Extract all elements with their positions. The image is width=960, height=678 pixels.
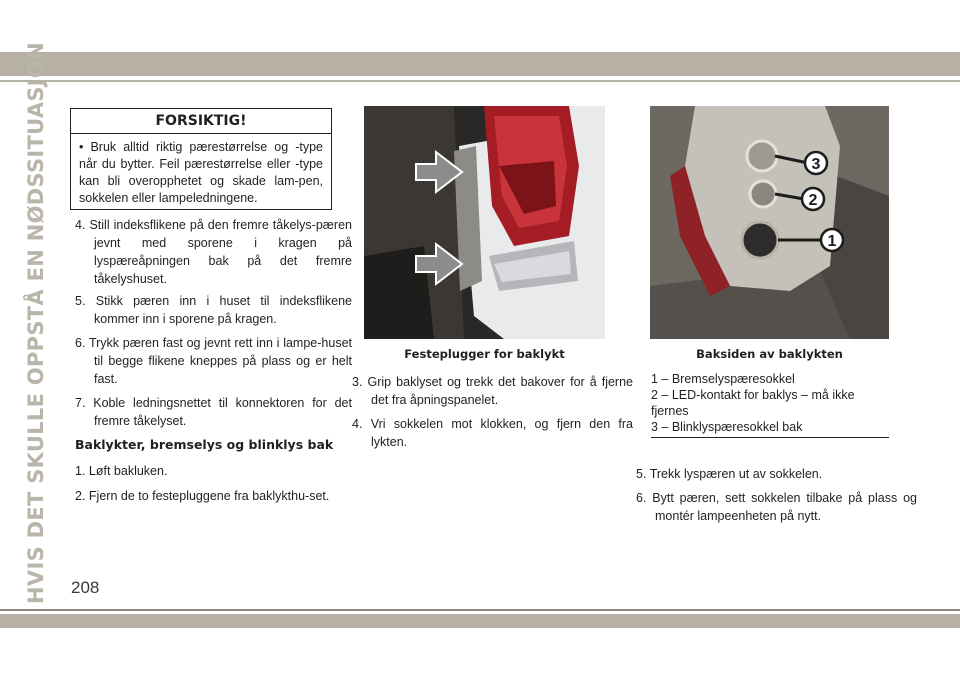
figure2-legend: [651, 371, 889, 435]
step-number: 2.: [75, 489, 86, 503]
step-text: Fjern de to festepluggene fra baklykthu-set.: [88, 489, 330, 503]
bottom-rule: [0, 609, 960, 611]
caution-box: [70, 108, 332, 210]
caution-text-block: [71, 134, 331, 207]
side-title: [22, 42, 50, 604]
step-number: 6.: [636, 491, 647, 505]
section-heading: Baklykter, bremselys og blinklys bak: [75, 437, 334, 452]
step-text: Grip baklyset og trekk det bakover for å fjerne det fra åpningspanelet.: [367, 375, 633, 407]
side-title-text: HVIS DET SKULLE OPPSTÅ EN NØDSSITUASJON: [24, 42, 48, 604]
step-text: Trekk lyspæren ut av sokkelen.: [649, 467, 823, 481]
step-item: [75, 216, 352, 288]
step-item: [352, 373, 633, 409]
callout-label: 3: [811, 156, 821, 173]
step-text: Koble ledningsnettet til konnektoren for det fremre tåkelyset.: [93, 396, 352, 428]
figure2-caption: Baksiden av baklykten: [696, 347, 843, 361]
step-number: 1.: [75, 464, 86, 478]
step-item: [75, 462, 352, 480]
top-band: [0, 52, 960, 76]
step-item: [636, 489, 917, 525]
step-number: 6.: [75, 336, 86, 350]
step-number: 5.: [75, 294, 86, 308]
step-number: 4.: [352, 417, 363, 431]
step-item: [636, 465, 917, 483]
callout-label: 2: [808, 192, 818, 209]
step-number: 7.: [75, 396, 86, 410]
step-text: Løft bakluken.: [88, 464, 168, 478]
step-item: [75, 334, 352, 388]
step-text: Vri sokkelen mot klokken, og fjern den fra lykten.: [370, 417, 633, 449]
legend-rule: [651, 437, 889, 438]
bottom-band: [0, 614, 960, 628]
step-number: 4.: [75, 218, 86, 232]
top-rule: [0, 80, 960, 82]
legend-item: 2 – LED-kontakt for baklys – må ikke fjernes: [651, 388, 855, 418]
step-text: Still indeksflikene på den fremre tåkelys-pæren jevnt med sporene i kragen på lyspæreåpningen bak på det fremre tåkelyshuset.: [89, 218, 352, 286]
tail-lamp-photo: [364, 106, 605, 339]
step-item: [352, 415, 633, 451]
step-item: [75, 394, 352, 430]
step-item: [75, 292, 352, 328]
tail-lamp-back-photo: [650, 106, 889, 339]
page-number: 208: [71, 578, 100, 597]
caution-title: FORSIKTIG!: [71, 109, 331, 134]
legend-item: 1 – Bremselyspæresokkel: [651, 372, 795, 386]
step-text: Stikk pæren inn i huset til indeksflikene kommer inn i sporene på kragen.: [94, 294, 352, 326]
step-number: 3.: [352, 375, 363, 389]
step-text: Bytt pæren, sett sokkelen tilbake på plass og montér lampeenheten på nytt.: [652, 491, 917, 523]
step-item: [75, 487, 352, 505]
caution-bullet: •: [79, 140, 84, 154]
tail-lamp-illustration: [364, 106, 605, 339]
legend-item: 3 – Blinklyspæresokkel bak: [651, 420, 803, 434]
step-number: 5.: [636, 467, 647, 481]
figure1-caption: Festeplugger for baklykt: [404, 347, 565, 361]
tail-lamp-back-illustration: [650, 106, 889, 339]
caution-text: Bruk alltid riktig pærestørrelse og -type når du bytter. Feil pærestørrelse eller -type kan bli overopphetet og skade lam-pen, sokkelen eller lampeledningene.: [79, 140, 323, 205]
step-text: Trykk pæren fast og jevnt rett inn i lampe-huset til begge flikene kneppes på plass og er helt fast.: [88, 336, 352, 386]
callout-label: 1: [827, 233, 837, 250]
